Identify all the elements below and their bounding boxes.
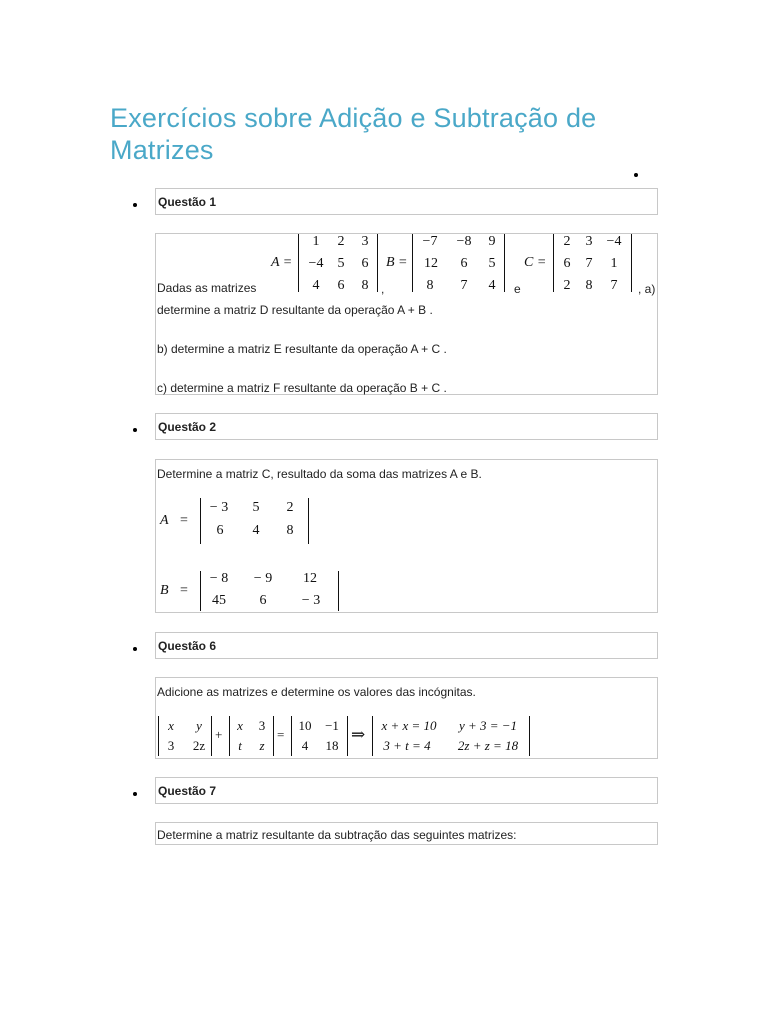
q1-item-a: determine a matriz D resultante da operação A + B . (157, 303, 433, 317)
question-1-header: Questão 1 (155, 188, 658, 215)
question-2-header: Questão 2 (155, 413, 658, 440)
matrix-c-name: C = (524, 255, 547, 270)
question-1-content: Dadas as matrizes A = 1 2 3 −4 5 6 4 6 8 , B = −7 −8 9 12 6 5 8 7 4 e C = 2 3 −4 6 7 1 2 8 7 , a) determine a matriz D resultante da operação A + B . b) determine a matriz E resultante da operação A + C . c) determine a matriz F resultante da operação B + C . (155, 233, 658, 395)
q1-item-b: b) determine a matriz E resultante da operação A + C . (157, 342, 447, 356)
question-2-content (155, 459, 658, 613)
q1-item-c: c) determine a matriz F resultante da operação B + C . (157, 381, 447, 395)
q2-matrix-a: A = − 3 5 2 6 4 8 (158, 498, 318, 544)
question-6-content (155, 677, 658, 759)
matrix-c: C = 2 3 −4 6 7 1 2 8 7 (524, 234, 634, 294)
q7-text: Determine a matriz resultante da subtração das seguintes matrizes: (157, 828, 517, 842)
bullet (133, 203, 137, 207)
matrix-a-name: A = (271, 255, 293, 270)
bullet (133, 792, 137, 796)
q2-matrix-b: B = − 8 − 9 12 45 6 − 3 (158, 571, 348, 611)
q1-intro: Dadas as matrizes (157, 281, 257, 295)
matrix-a: A = 1 2 3 −4 5 6 4 6 8 (271, 234, 381, 294)
stray-bullet (634, 173, 638, 177)
question-6-header: Questão 6 (155, 632, 658, 659)
page-title: Exercícios sobre Adição e Subtração de Matrizes (110, 103, 597, 165)
question-7-header: Questão 7 (155, 777, 658, 804)
q2-text: Determine a matriz C, resultado da soma das matrizes A e B. (157, 467, 482, 481)
bullet (133, 428, 137, 432)
bullet (133, 647, 137, 651)
q6-equation: x y 3 2z + x 3 t z = 10 −1 4 18 ⇒ x + x = 10 y + 3 = −1 3 + t = 4 2z + z = 18 (157, 716, 537, 756)
matrix-b: B = −7 −8 9 12 6 5 8 7 4 (386, 234, 508, 294)
question-7-content (155, 822, 658, 845)
q6-text: Adicione as matrizes e determine os valores das incógnitas. (157, 685, 476, 699)
matrix-b-name: B = (386, 255, 408, 270)
